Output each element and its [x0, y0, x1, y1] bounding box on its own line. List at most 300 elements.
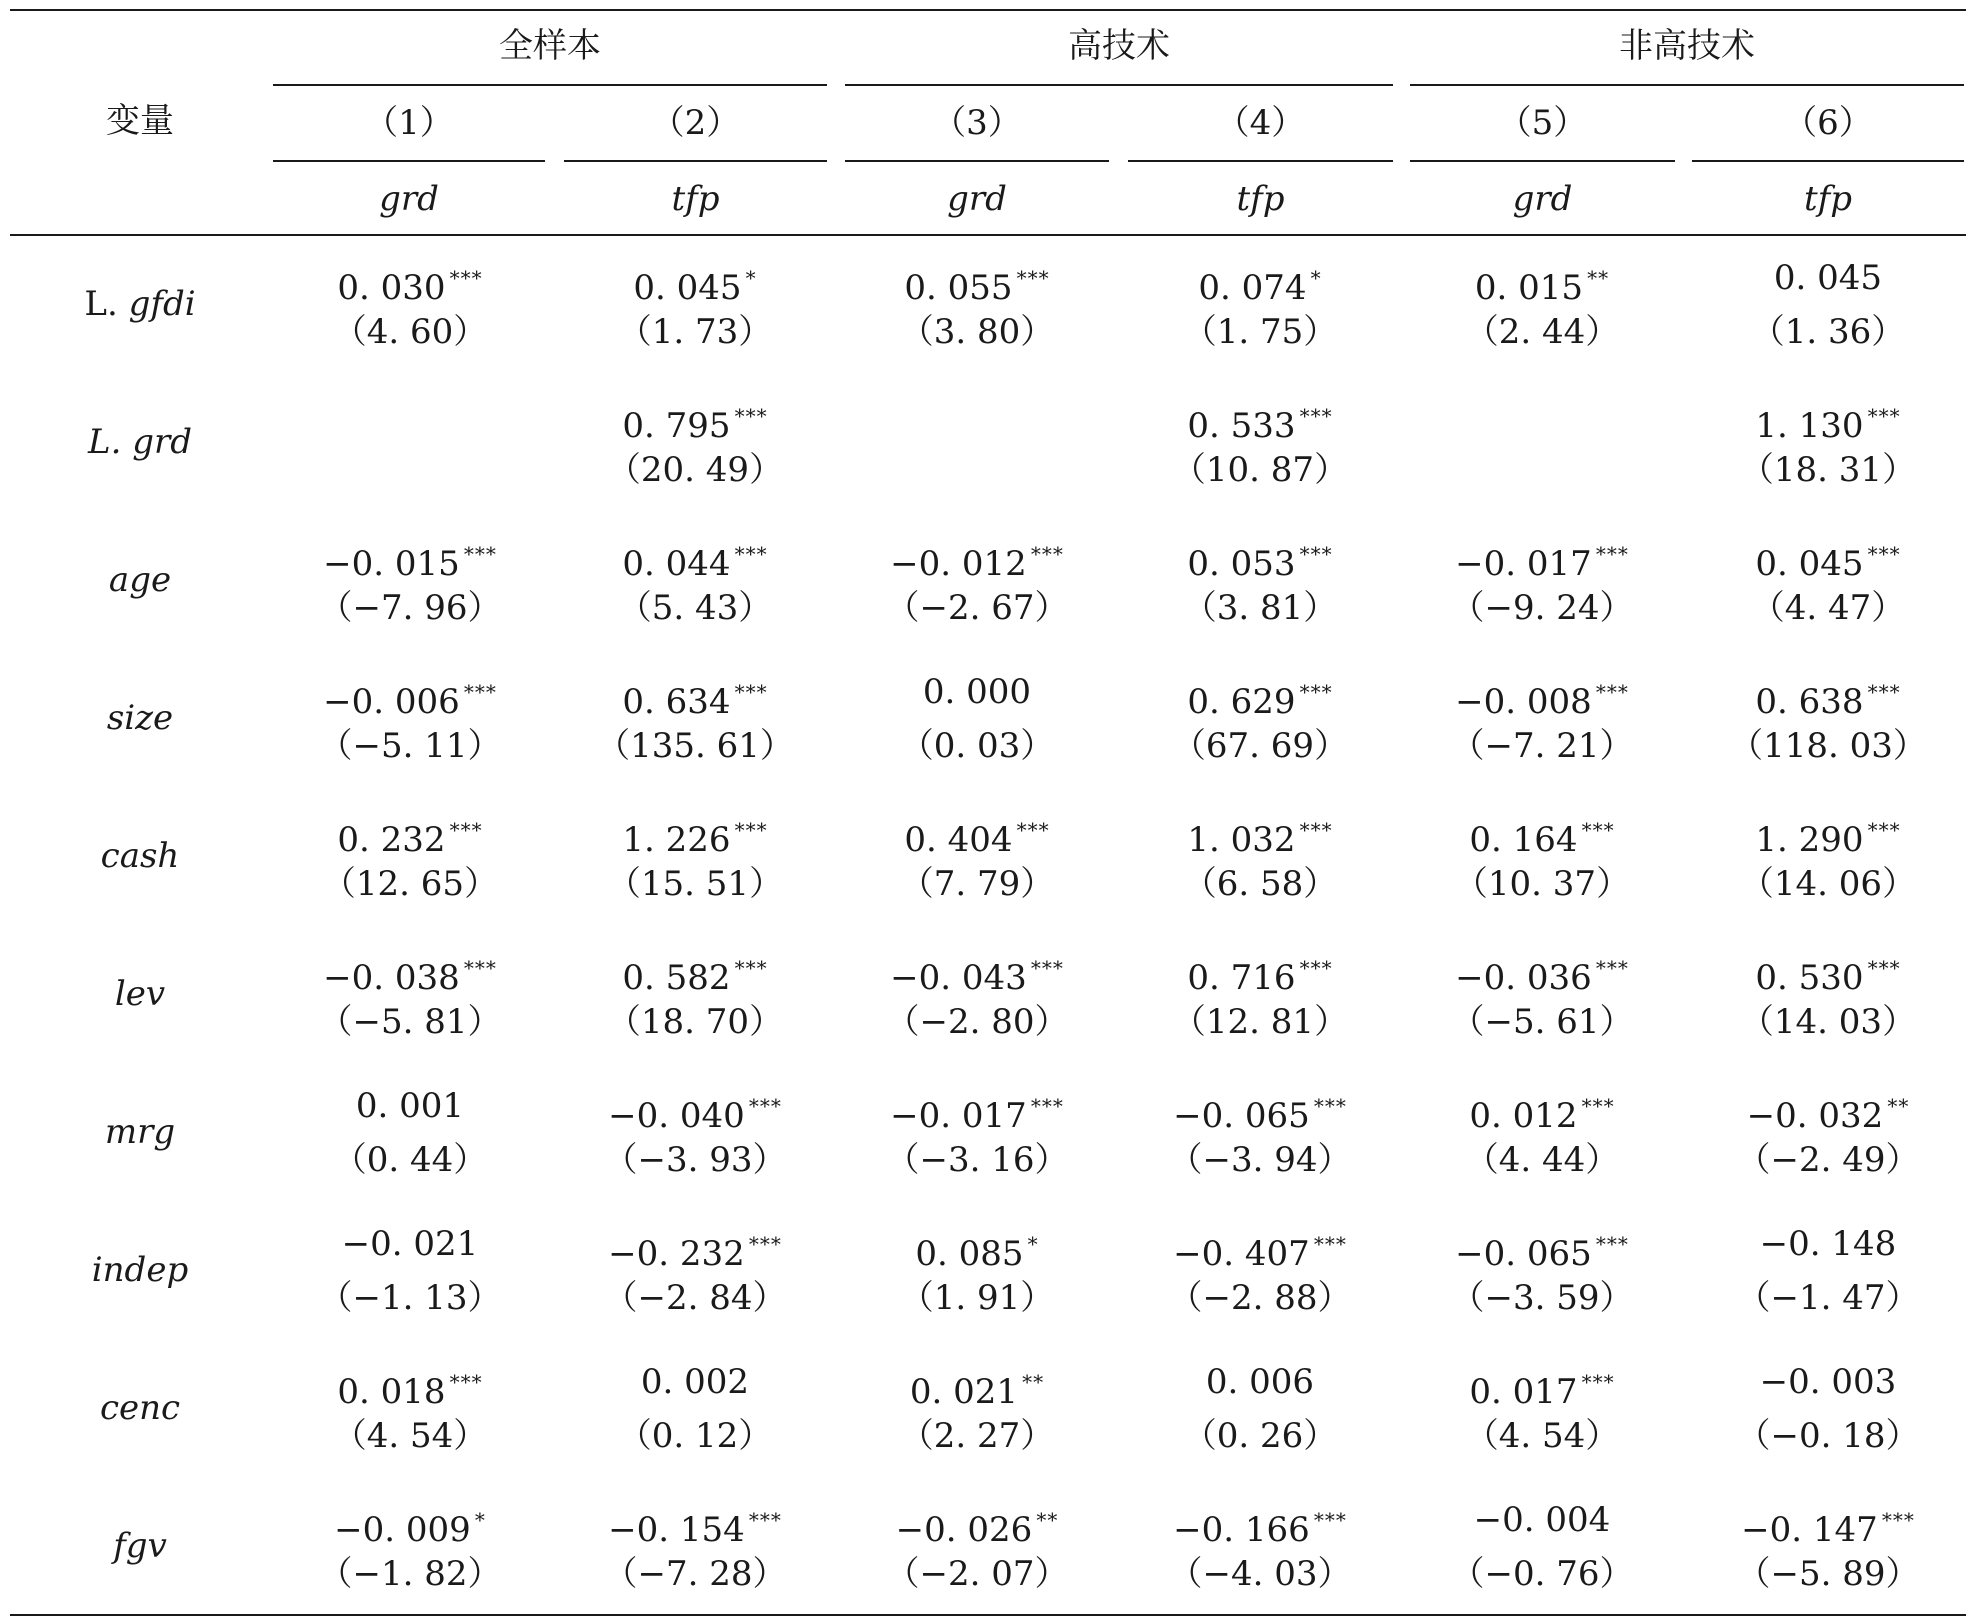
t-statistic: （18. 70） [606, 1002, 784, 1042]
t-statistic: （5. 43） [617, 588, 773, 628]
t-statistic: （67. 69） [1171, 726, 1349, 766]
coefficient-value: −0. 021 [341, 1224, 479, 1264]
significance-stars: * [1310, 266, 1322, 290]
coefficient-value: −0. 015 [323, 544, 460, 584]
coefficient-value: 0. 002 [640, 1362, 750, 1402]
coefficient-value: 1. 032 [1187, 820, 1296, 860]
table-cell [836, 1362, 1118, 1456]
t-statistic: （−2. 88） [1168, 1278, 1352, 1318]
table-cell [1401, 810, 1683, 904]
coefficient [269, 396, 551, 436]
t-statistic: （20. 49） [606, 450, 784, 490]
significance-stars: ** [1036, 1508, 1059, 1532]
significance-stars: * [1027, 1232, 1039, 1256]
table-cell [554, 1086, 836, 1180]
coefficient-value: 0. 533 [1187, 406, 1296, 446]
coefficient-value: 0. 530 [1755, 958, 1864, 998]
significance-stars: *** [1030, 956, 1064, 980]
coefficient-value: 0. 006 [1205, 1362, 1315, 1402]
column-number-6: （6） [1783, 103, 1873, 143]
significance-stars: *** [1016, 266, 1050, 290]
dependent-var-4: tfp [1236, 179, 1285, 219]
significance-stars: *** [1030, 542, 1064, 566]
coefficient [554, 810, 836, 860]
coefficient-value: 0. 001 [355, 1086, 465, 1126]
coefficient-value: 0. 012 [1469, 1096, 1578, 1136]
coefficient-value: −0. 012 [890, 544, 1027, 584]
table-cell [836, 1086, 1118, 1180]
t-statistic: （−7. 28） [603, 1554, 787, 1594]
table-cell [1119, 1224, 1401, 1318]
table-cell [1119, 1086, 1401, 1180]
table-cell [269, 948, 551, 1042]
coefficient-value: −0. 407 [1173, 1234, 1310, 1274]
coefficient-value: −0. 040 [608, 1096, 745, 1136]
column-underline-1 [273, 160, 545, 162]
column-underline-5 [1410, 160, 1675, 162]
coefficient-value: 0. 074 [1198, 268, 1307, 308]
table-cell [269, 1224, 551, 1318]
significance-stars: *** [1581, 818, 1615, 842]
coefficient-value: −0. 038 [323, 958, 460, 998]
table-cell [1687, 258, 1969, 352]
coefficient-value: 0. 629 [1187, 682, 1296, 722]
t-statistic: （−2. 49） [1736, 1140, 1920, 1180]
coefficient [1119, 810, 1401, 860]
t-statistic: （0. 26） [1182, 1416, 1338, 1456]
coefficient-value: −0. 065 [1455, 1234, 1592, 1274]
table-cell [1119, 672, 1401, 766]
coefficient-value: 0. 638 [1755, 682, 1864, 722]
coefficient [1401, 396, 1683, 436]
table-cell [1119, 810, 1401, 904]
significance-stars: *** [734, 956, 768, 980]
significance-stars: *** [449, 818, 483, 842]
table-cell [1687, 534, 1969, 628]
significance-stars: * [474, 1508, 486, 1532]
coefficient [554, 534, 836, 584]
coefficient-value: −0. 147 [1741, 1510, 1878, 1550]
column-number-1: （1） [364, 103, 454, 143]
dependent-var-6: tfp [1803, 179, 1852, 219]
significance-stars: * [745, 266, 757, 290]
header-separator [10, 234, 1966, 236]
table-cell [269, 534, 551, 628]
t-statistic: （1. 75） [1182, 312, 1338, 352]
coefficient [1687, 1224, 1969, 1264]
table-cell [554, 258, 836, 352]
corner-label: 变量 [106, 101, 174, 141]
significance-stars: *** [1299, 542, 1333, 566]
significance-stars: *** [1581, 1370, 1615, 1394]
t-statistic: （3. 80） [899, 312, 1055, 352]
table-cell [269, 1086, 551, 1180]
table-cell [1687, 1086, 1969, 1180]
coefficient [269, 1086, 551, 1126]
row-variable-name: fgv [113, 1526, 167, 1566]
coefficient [1401, 672, 1683, 722]
table-cell [1119, 534, 1401, 628]
t-statistic: （1. 36） [1750, 312, 1906, 352]
coefficient-value: −0. 006 [323, 682, 460, 722]
table-cell [1119, 1362, 1401, 1456]
coefficient [1401, 1362, 1683, 1412]
significance-stars: *** [1595, 680, 1629, 704]
t-statistic: （−1. 82） [318, 1554, 502, 1594]
significance-stars: *** [734, 818, 768, 842]
coefficient [836, 810, 1118, 860]
column-number-5: （5） [1497, 103, 1588, 143]
t-statistic: （0. 44） [332, 1140, 488, 1180]
coefficient [836, 1086, 1118, 1136]
coefficient-value: −0. 154 [608, 1510, 745, 1550]
coefficient [836, 396, 1118, 436]
t-statistic: （2. 44） [1464, 312, 1620, 352]
coefficient [836, 1224, 1118, 1274]
t-statistic: （−3. 94） [1168, 1140, 1352, 1180]
group-header-full-sample: 全样本 [499, 26, 601, 66]
t-statistic: （−1. 13） [318, 1278, 502, 1318]
table-cell [836, 948, 1118, 1042]
coefficient-value: −0. 032 [1746, 1096, 1884, 1136]
coefficient-value: 0. 164 [1469, 820, 1578, 860]
t-statistic: （−3. 93） [603, 1140, 787, 1180]
column-underline-6 [1692, 160, 1964, 162]
coefficient [1687, 948, 1969, 998]
t-statistic: （4. 44） [1464, 1140, 1620, 1180]
t-statistic: （0. 03） [899, 726, 1055, 766]
coefficient-value: 0. 232 [337, 820, 446, 860]
t-statistic: （10. 87） [1171, 450, 1349, 490]
coefficient [836, 1362, 1118, 1412]
coefficient-value: −0. 004 [1473, 1500, 1611, 1540]
table-cell [269, 810, 551, 904]
coefficient-value: −0. 232 [608, 1234, 745, 1274]
table-cell [1687, 672, 1969, 766]
dependent-var-3: grd [947, 179, 1007, 219]
t-statistic: （0. 12） [617, 1416, 773, 1456]
significance-stars: ** [1587, 266, 1610, 290]
coefficient-value: 0. 716 [1187, 958, 1296, 998]
coefficient [269, 810, 551, 860]
table-cell [836, 1224, 1118, 1318]
significance-stars: *** [463, 680, 497, 704]
significance-stars: ** [1887, 1094, 1910, 1118]
coefficient [1687, 1086, 1969, 1136]
row-variable-label [20, 422, 260, 462]
coefficient [1687, 396, 1969, 446]
t-statistic: （12. 81） [1171, 1002, 1349, 1042]
table-cell [1401, 1086, 1683, 1180]
coefficient [1401, 948, 1683, 998]
coefficient-value: 0. 017 [1469, 1372, 1578, 1412]
t-statistic: （−7. 96） [318, 588, 502, 628]
coefficient-value: 0. 018 [337, 1372, 446, 1412]
coefficient [1401, 1224, 1683, 1274]
table-cell [1119, 396, 1401, 490]
t-statistic: （−2. 67） [885, 588, 1069, 628]
table-cell [836, 672, 1118, 766]
coefficient [554, 1362, 836, 1402]
t-statistic: （10. 37） [1453, 864, 1631, 904]
coefficient [1687, 1500, 1969, 1550]
t-statistic: （−2. 84） [603, 1278, 787, 1318]
row-variable-label [20, 974, 260, 1014]
table-cell [836, 534, 1118, 628]
t-statistic: （3. 81） [1182, 588, 1338, 628]
table-cell [1401, 948, 1683, 1042]
coefficient [269, 1224, 551, 1264]
significance-stars: *** [748, 1508, 782, 1532]
table-cell [269, 1362, 551, 1456]
t-statistic [836, 450, 1118, 490]
significance-stars: *** [463, 956, 497, 980]
coefficient [1119, 534, 1401, 584]
coefficient-value: 0. 085 [915, 1234, 1024, 1274]
dependent-var-1: grd [379, 179, 439, 219]
coefficient-value: −0. 026 [895, 1510, 1033, 1550]
t-statistic: （12. 65） [321, 864, 499, 904]
t-statistic: （−2. 07） [885, 1554, 1069, 1594]
row-variable-label [20, 560, 260, 600]
group-header-non-high-tech: 非高技术 [1619, 26, 1755, 66]
row-variable-name: cenc [99, 1388, 181, 1428]
table-cell [554, 1224, 836, 1318]
t-statistic: （−3. 59） [1450, 1278, 1634, 1318]
table-cell [554, 534, 836, 628]
row-variable-name: size [106, 698, 174, 738]
coefficient [554, 1500, 836, 1550]
column-underline-2 [564, 160, 827, 162]
table-cell [1401, 1362, 1683, 1456]
coefficient-value: −0. 043 [890, 958, 1027, 998]
significance-stars: *** [1313, 1232, 1347, 1256]
row-variable-label [20, 1526, 260, 1566]
table-cell [1687, 810, 1969, 904]
coefficient-value: 0. 045 [1773, 258, 1883, 298]
group-underline-full-sample [273, 84, 827, 86]
table-cell [269, 672, 551, 766]
t-statistic: （4. 54） [332, 1416, 488, 1456]
table-cell [554, 948, 836, 1042]
t-statistic: （−0. 76） [1450, 1554, 1634, 1594]
coefficient-value: 1. 130 [1755, 406, 1864, 446]
table-cell [1119, 1500, 1401, 1594]
coefficient-value: 1. 226 [622, 820, 731, 860]
table-cell [269, 258, 551, 352]
coefficient [1401, 1500, 1683, 1540]
t-statistic: （2. 27） [899, 1416, 1055, 1456]
coefficient [269, 948, 551, 998]
coefficient [1401, 258, 1683, 308]
table-cell [1401, 672, 1683, 766]
coefficient [1119, 396, 1401, 446]
coefficient [554, 1086, 836, 1136]
coefficient [836, 948, 1118, 998]
t-statistic: （135. 61） [596, 726, 794, 766]
significance-stars: *** [1016, 818, 1050, 842]
table-cell [269, 396, 551, 490]
significance-stars: *** [1867, 818, 1901, 842]
coefficient [269, 1500, 551, 1550]
coefficient-value: −0. 008 [1455, 682, 1592, 722]
table-cell [1687, 1500, 1969, 1594]
row-variable-label [20, 284, 260, 324]
significance-stars: *** [748, 1094, 782, 1118]
table-cell [1119, 948, 1401, 1042]
significance-stars: *** [463, 542, 497, 566]
coefficient [836, 534, 1118, 584]
coefficient [554, 258, 836, 308]
significance-stars: *** [1313, 1094, 1347, 1118]
table-cell [554, 396, 836, 490]
coefficient [1401, 810, 1683, 860]
table-cell [1401, 1500, 1683, 1594]
coefficient [1119, 258, 1401, 308]
coefficient [1401, 534, 1683, 584]
row-variable-name: age [108, 560, 172, 600]
coefficient-value: −0. 148 [1759, 1224, 1897, 1264]
t-statistic: （14. 06） [1739, 864, 1917, 904]
coefficient-value: −0. 166 [1173, 1510, 1310, 1550]
coefficient-value: 0. 053 [1187, 544, 1296, 584]
coefficient [1401, 1086, 1683, 1136]
coefficient-value: 0. 044 [622, 544, 731, 584]
table-cell [836, 258, 1118, 352]
dependent-var-5: grd [1512, 179, 1573, 219]
coefficient-value: −0. 036 [1455, 958, 1592, 998]
t-statistic: （4. 54） [1464, 1416, 1620, 1456]
coefficient-value: 0. 030 [337, 268, 446, 308]
significance-stars: *** [1299, 680, 1333, 704]
coefficient-value: 0. 015 [1474, 268, 1584, 308]
column-underline-3 [845, 160, 1109, 162]
coefficient-value: −0. 017 [1455, 544, 1592, 584]
table-cell [554, 1500, 836, 1594]
coefficient-value: 0. 055 [904, 268, 1013, 308]
column-underline-4 [1128, 160, 1393, 162]
table-cell [269, 1500, 551, 1594]
t-statistic [1401, 450, 1683, 490]
row-variable-name: lev [114, 974, 166, 1014]
column-number-3: （3） [932, 103, 1022, 143]
significance-stars: *** [1867, 404, 1901, 428]
table-cell [1401, 258, 1683, 352]
coefficient [269, 672, 551, 722]
table-cell [1401, 1224, 1683, 1318]
coefficient-value: 0. 795 [622, 406, 731, 446]
coefficient [1119, 1362, 1401, 1402]
row-variable-label [20, 1112, 260, 1152]
coefficient-value: −0. 017 [890, 1096, 1027, 1136]
t-statistic: （−5. 89） [1736, 1554, 1920, 1594]
table-cell [1401, 534, 1683, 628]
significance-stars: *** [1867, 956, 1901, 980]
t-statistic: （6. 58） [1182, 864, 1338, 904]
t-statistic: （−3. 16） [885, 1140, 1069, 1180]
coefficient [1687, 810, 1969, 860]
coefficient [1687, 1362, 1969, 1402]
coefficient-value: −0. 065 [1173, 1096, 1310, 1136]
t-statistic: （118. 03） [1729, 726, 1927, 766]
t-statistic: （−1. 47） [1736, 1278, 1920, 1318]
significance-stars: *** [1867, 680, 1901, 704]
table-cell [836, 810, 1118, 904]
t-statistic: （7. 79） [899, 864, 1055, 904]
significance-stars: *** [1313, 1508, 1347, 1532]
significance-stars: *** [449, 1370, 483, 1394]
coefficient-value: 0. 582 [622, 958, 731, 998]
table-cell [1687, 396, 1969, 490]
t-statistic: （−4. 03） [1168, 1554, 1352, 1594]
group-underline-high-tech [845, 84, 1393, 86]
coefficient [1119, 948, 1401, 998]
significance-stars: *** [1867, 542, 1901, 566]
coefficient-value: 0. 021 [909, 1372, 1019, 1412]
t-statistic: （1. 91） [899, 1278, 1055, 1318]
t-statistic: （−5. 11） [318, 726, 502, 766]
t-statistic: （18. 31） [1739, 450, 1917, 490]
t-statistic: （−2. 80） [885, 1002, 1069, 1042]
coefficient [554, 672, 836, 722]
coefficient [554, 396, 836, 446]
coefficient-value: −0. 003 [1759, 1362, 1897, 1402]
row-variable-name: gfdi [128, 284, 196, 324]
coefficient [1119, 1224, 1401, 1274]
t-statistic: （−5. 81） [318, 1002, 502, 1042]
t-statistic: （−9. 24） [1450, 588, 1634, 628]
significance-stars: *** [1030, 1094, 1064, 1118]
significance-stars: *** [1299, 956, 1333, 980]
coefficient [1119, 1500, 1401, 1550]
coefficient [836, 672, 1118, 712]
group-header-high-tech: 高技术 [1068, 26, 1170, 66]
coefficient-value: 1. 290 [1755, 820, 1864, 860]
table-cell [1687, 948, 1969, 1042]
significance-stars: *** [734, 404, 768, 428]
coefficient-value: 0. 045 [1755, 544, 1864, 584]
significance-stars: *** [734, 542, 768, 566]
significance-stars: *** [1881, 1508, 1915, 1532]
row-variable-name: indep [91, 1250, 189, 1290]
t-statistic: （4. 60） [332, 312, 488, 352]
coefficient [836, 258, 1118, 308]
t-statistic: （15. 51） [606, 864, 784, 904]
t-statistic [269, 450, 551, 490]
coefficient [1687, 258, 1969, 298]
row-variable-name: mrg [104, 1112, 176, 1152]
table-cell [1687, 1362, 1969, 1456]
significance-stars: *** [1595, 1232, 1629, 1256]
table-cell [836, 1500, 1118, 1594]
table-cell [554, 672, 836, 766]
table-cell [554, 810, 836, 904]
table-cell [554, 1362, 836, 1456]
coefficient [836, 1500, 1118, 1550]
t-statistic: （1. 73） [617, 312, 773, 352]
t-statistic: （−0. 18） [1736, 1416, 1920, 1456]
coefficient [554, 948, 836, 998]
row-variable-label [20, 1388, 260, 1428]
significance-stars: ** [1022, 1370, 1045, 1394]
row-variable-label [20, 836, 260, 876]
coefficient-value: −0. 009 [334, 1510, 471, 1550]
row-variable-label [20, 1250, 260, 1290]
row-variable-name: L. grd [88, 422, 192, 462]
coefficient [1119, 1086, 1401, 1136]
t-statistic: （−7. 21） [1450, 726, 1634, 766]
coefficient-value: 0. 404 [904, 820, 1013, 860]
